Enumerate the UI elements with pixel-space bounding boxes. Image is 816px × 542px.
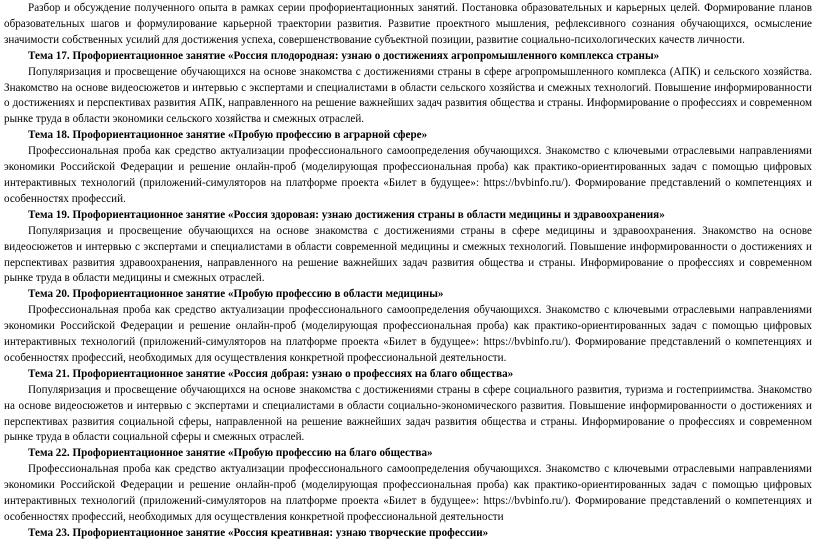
- section-paragraph-19: Популяризация и просвещение обучающихся на основе знакомства с достижениями страны в сфере медицины и здравоохранения. Знакомство на основе видеосюжетов и интервью с экспертами и специалистами в области современной медицины и смежных технологий. Повышение информированности о достижениях и перспективах развития здравоохранения, направленного на решение важнейших задач развития общества и страны. Информирование о профессиях и современном рынке труда в области медицины и смежных отраслей.: [4, 224, 812, 285]
- section-paragraph-17: Популяризация и просвещение обучающихся на основе знакомства с достижениями страны в сфере агропромышленного комплекса (АПК) и сельского хозяйства. Знакомство на основе видеосюжетов и интервью с экспертами и специалистами в области сельского хозяйства и смежных технологий. Повышение информированности о достижениях и перспективах развития АПК, направленного на решение важнейших задач развития общества и страны. Информирование о профессиях и современном рынке труда в области экономики сельского хозяйства и смежных отраслей.: [4, 65, 812, 126]
- intro-paragraph: Разбор и обсуждение полученного опыта в рамках серии профориентационных занятий. Постановка образовательных и карьерных целей. Формирование планов образовательных шагов и формулирование карьерной траектории развития. Развитие проектного мышления, рефлексивного сознания обучающихся, осмысление значимости собственных усилий для достижения успеха, совершенствование субъектной позиции, развитие социально-психологических качеств личности.: [4, 2, 812, 46]
- section-heading-21: Тема 21. Профориентационное занятие «Россия добрая: узнаю о профессиях на благо общества»: [28, 367, 514, 380]
- section-heading-19: Тема 19. Профориентационное занятие «Россия здоровая: узнаю достижения страны в области медицины и здравоохранения»: [28, 208, 665, 221]
- section-heading-17: Тема 17. Профориентационное занятие «Россия плодородная: узнаю о достижениях агропромышленного комплекса страны»: [28, 49, 660, 62]
- section-paragraph-18: Профессиональная проба как средство актуализации профессионального самоопределения обучающихся. Знакомство с ключевыми отраслевыми направлениями экономики Российской Федерации и решение онлайн-проб (моделирующая профессиональная проба) как практико-ориентированных задач с помощью цифровых интерактивных технологий (приложений-симуляторов на платформе проекта «Билет в будущее»: https://bvbinfo.ru/). Формирование представлений о компетенциях и особенностях профессий.: [4, 145, 812, 205]
- section-heading-18: Тема 18. Профориентационное занятие «Пробую профессию в аграрной сфере»: [28, 129, 428, 142]
- section-paragraph-20: Профессиональная проба как средство актуализации профессионального самоопределения обучающихся. Знакомство с ключевыми отраслевыми направлениями экономики Российской Федерации и решение онлайн-проб (моделирующая профессиональная проба) как практико-ориентированных задач с помощью цифровых интерактивных технологий (приложений-симуляторов на платформе проекта «Билет в будущее»: https://bvbinfo.ru/). Формирование представлений о компетенциях и особенностях профессий, необходимых для осуществления конкретной профессиональной деятельности.: [4, 304, 812, 364]
- section-heading-23: Тема 23. Профориентационное занятие «Россия креативная: узнаю творческие профессии»: [28, 526, 489, 539]
- section-paragraph-21: Популяризация и просвещение обучающихся на основе знакомства с достижениями страны в сфере социального развития, туризма и гостеприимства. Знакомство на основе видеосюжетов и интервью с экспертами и специалистами в области социально-экономического развития. Повышение информированности о достижениях и перспективах развития социальной сферы, направленной на решение важнейших задач развития общества и страны. Информирование о профессиях и современном рынке труда в области социальной сферы и смежных отраслей.: [4, 383, 812, 444]
- section-heading-20: Тема 20. Профориентационное занятие «Пробую профессию в области медицины»: [28, 288, 444, 301]
- section-paragraph-22: Профессиональная проба как средство актуализации профессионального самоопределения обучающихся. Знакомство с ключевыми отраслевыми направлениями экономики Российской Федерации и решение онлайн-проб (моделирующая профессиональная проба) как практико-ориентированных задач с помощью цифровых интерактивных технологий (приложений-симуляторов на платформе проекта «Билет в будущее»: https://bvbinfo.ru/). Формирование представлений о компетенциях и особенностях профессий, необходимых для осуществления конкретной профессиональной деятельности: [4, 463, 812, 523]
- section-heading-22: Тема 22. Профориентационное занятие «Пробую профессию на благо общества»: [28, 447, 433, 460]
